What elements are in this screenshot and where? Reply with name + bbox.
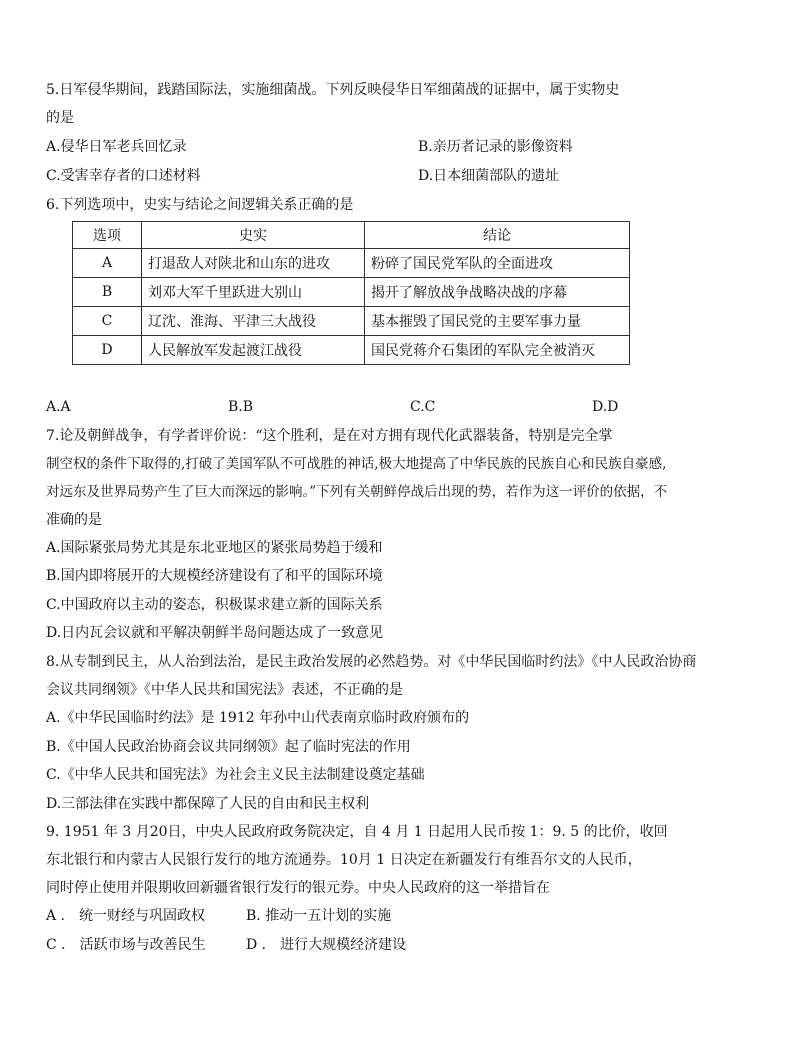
q5-option-b: B.亲历者记录的影像资料 xyxy=(418,139,573,155)
q8-stem-line-2: 会议共同纲领》《中华人民共和国宪法》表述，不正确的是 xyxy=(46,682,403,698)
q6-row-d-fact: 人民解放军发起渡江战役 xyxy=(142,336,365,365)
q9-stem-line-2: 东北银行和内蒙古人民银行发行的地方流通券。10月 1 日决定在新疆发行有维吾尔文的人民币， xyxy=(46,852,642,868)
q7-stem-line-1: 7.论及朝鲜战争，有学者评价说：“这个胜利，是在对方拥有现代化武器装备，特别是完全掌 xyxy=(46,428,613,444)
q8-option-c: C.《中华人民共和国宪法》为社会主义民主法制建设奠定基础 xyxy=(46,767,425,783)
q7-stem-line-4: 准确的是 xyxy=(46,512,102,528)
q6-table xyxy=(72,221,630,365)
q7-option-c: C.中国政府以主动的姿态，积极谋求建立新的国际关系 xyxy=(46,597,383,613)
q6-row-c-conclusion: 基本摧毁了国民党的主要军事力量 xyxy=(365,307,630,336)
q6-option-a: A.A xyxy=(46,399,71,415)
q9-option-a: A ． 统一财经与巩固政权 xyxy=(46,908,206,924)
q6-row-b-fact: 刘邓大军千里跃进大别山 xyxy=(142,278,365,307)
q9-stem-line-1: 9. 1951 年 3 月20日，中央人民政府政务院决定，自 4 月 1 日起用人民币按 1：9. 5 的比价，收回 xyxy=(46,824,668,840)
q6-row-c-option: C xyxy=(73,307,142,336)
q7-option-a: A.国际紧张局势尤其是东北亚地区的紧张局势趋于缓和 xyxy=(46,540,383,556)
q6-header-fact: 史实 xyxy=(142,222,365,249)
q6-header-conclusion: 结论 xyxy=(365,222,630,249)
q5-stem-line-1: 5.日军侵华期间，践踏国际法，实施细菌战。下列反映侵华日军细菌战的证据中，属于实物史 xyxy=(46,82,620,98)
q6-option-b: B.B xyxy=(228,399,254,415)
q6-table-header-row xyxy=(73,222,630,249)
q9-option-c: C ． 活跃市场与改善民生 xyxy=(46,937,206,953)
q6-row-a-conclusion: 粉碎了国民党军队的全面进攻 xyxy=(365,249,630,278)
q6-header-option: 选项 xyxy=(73,222,142,249)
q8-option-d: D.三部法律在实践中都保障了人民的自由和民主权利 xyxy=(46,796,370,812)
q6-option-d: D.D xyxy=(592,399,619,415)
q9-option-b: B. 推动一五计划的实施 xyxy=(246,908,392,924)
q6-row-d-option: D xyxy=(73,336,142,365)
q6-row-b-option: B xyxy=(73,278,142,307)
q6-row-b-conclusion: 揭开了解放战争战略决战的序幕 xyxy=(365,278,630,307)
table-row xyxy=(73,249,630,278)
q7-option-b: B.国内即将展开的大规模经济建设有了和平的国际环境 xyxy=(46,568,383,584)
q8-option-b: B.《中国人民政治协商会议共同纲领》起了临时宪法的作用 xyxy=(46,739,411,755)
q7-stem-line-3: 对远东及世界局势产生了巨大而深远的影响。”下列有关朝鲜停战后出现的势，若作为这一评价的依据，不 xyxy=(46,484,668,500)
q6-row-a-fact: 打退敌人对陕北和山东的进攻 xyxy=(142,249,365,278)
q6-row-d-conclusion: 国民党蒋介石集团的军队完全被消灭 xyxy=(365,336,630,365)
q6-stem: 6.下列选项中，史实与结论之间逻辑关系正确的是 xyxy=(46,197,354,213)
q8-stem-line-1: 8.从专制到民主，从人治到法治，是民主政治发展的必然趋势。对《中华民国临时约法》《中人民政治协商 xyxy=(46,654,697,670)
q7-stem-line-2: 制空权的条件下取得的,打破了美国军队不可战胜的神话,极大地提高了中华民族的民族自心和民族自豪感, xyxy=(46,456,667,472)
q9-option-d: D ． 进行大规模经济建设 xyxy=(246,937,407,953)
q8-option-a: A.《中华民国临时约法》是 1912 年孙中山代表南京临时政府颁布的 xyxy=(46,710,470,726)
q5-option-a: A.侵华日军老兵回忆录 xyxy=(46,139,187,155)
q6-option-c: C.C xyxy=(410,399,436,415)
q6-row-a-option: A xyxy=(73,249,142,278)
q9-stem-line-3: 同时停止使用并限期收回新疆省银行发行的银元券。中央人民政府的这一举措旨在 xyxy=(46,880,550,896)
table-row xyxy=(73,278,630,307)
q7-option-d: D.日内瓦会议就和平解决朝鲜半岛问题达成了一致意见 xyxy=(46,625,384,641)
q5-stem-line-2: 的是 xyxy=(46,110,74,126)
table-row xyxy=(73,307,630,336)
table-row xyxy=(73,336,630,365)
q6-row-c-fact: 辽沈、淮海、平津三大战役 xyxy=(142,307,365,336)
q5-option-d: D.日本细菌部队的遗址 xyxy=(418,168,560,184)
q5-option-c: C.受害幸存者的口述材料 xyxy=(46,168,201,184)
